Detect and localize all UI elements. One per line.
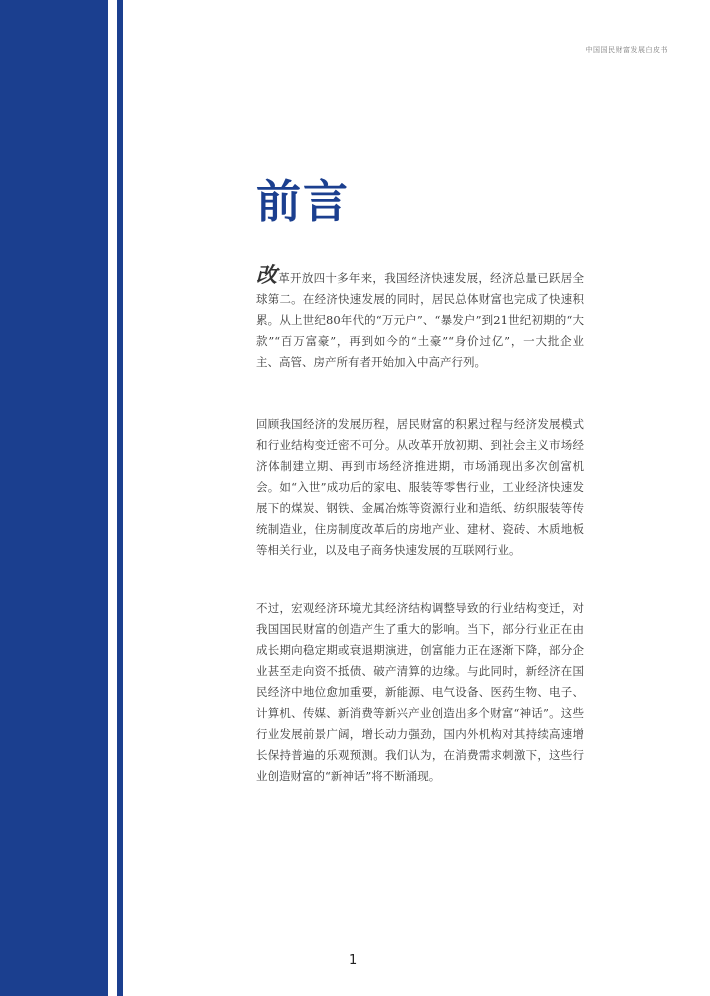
document-header-label: 中国国民财富发展白皮书 bbox=[585, 46, 668, 54]
left-decorative-band bbox=[0, 0, 108, 996]
page-title: 前言 bbox=[256, 175, 351, 228]
preface-paragraph-3: 不过，宏观经济环境尤其经济结构调整导致的行业结构变迁，对我国国民财富的创造产生了重大的影响。当下，部分行业正在由成长期向稳定期或衰退期演进，创富能力正在逐渐下降，部分企业甚至走向资不抵债、破产清算的边缘。与此同时，新经济在国民经济中地位愈加重要，新能源、电气设备、医药生物、电子、计算机、传媒、新消费等新兴产业创造出多个财富“神话”。这些行业发展前景广阔，增长动力强劲，国内外机构对其持续高速增长保持普遍的乐观预测。我们认为，在消费需求刺激下，这些行业创造财富的“新神话”将不断涌现。 bbox=[256, 601, 584, 783]
drop-cap: 改 bbox=[256, 262, 278, 287]
preface-paragraph-1 bbox=[256, 264, 584, 373]
preface-paragraph-2: 回顾我国经济的发展历程，居民财富的积累过程与经济发展模式和行业结构变迁密不可分。从改革开放初期、到社会主义市场经济体制建立期、再到市场经济推进期，市场涌现出多次创富机会。如“入世”成功后的家电、服装等零售行业，工业经济快速发展下的煤炭、钢铁、金属冶炼等资源行业和造纸、纺织服装等传统制造业，住房制度改革后的房地产业、建材、瓷砖、木质地板等相关行业，以及电子商务快速发展的互联网行业。 bbox=[256, 417, 584, 557]
left-decorative-stripe bbox=[117, 0, 123, 996]
page-number: 1 bbox=[349, 953, 358, 968]
paragraph-text: 革开放四十多年来，我国经济快速发展，经济总量已跃居全球第二。在经济快速发展的同时，居民总体财富也完成了快速积累。从上世纪80年代的“万元户”、“暴发户”到21世纪初期的“大款”“百万富豪”，再到如今的“土豪”“身价过亿”，一大批企业主、高管、房产所有者开始加入中高产行列。 bbox=[256, 271, 585, 369]
